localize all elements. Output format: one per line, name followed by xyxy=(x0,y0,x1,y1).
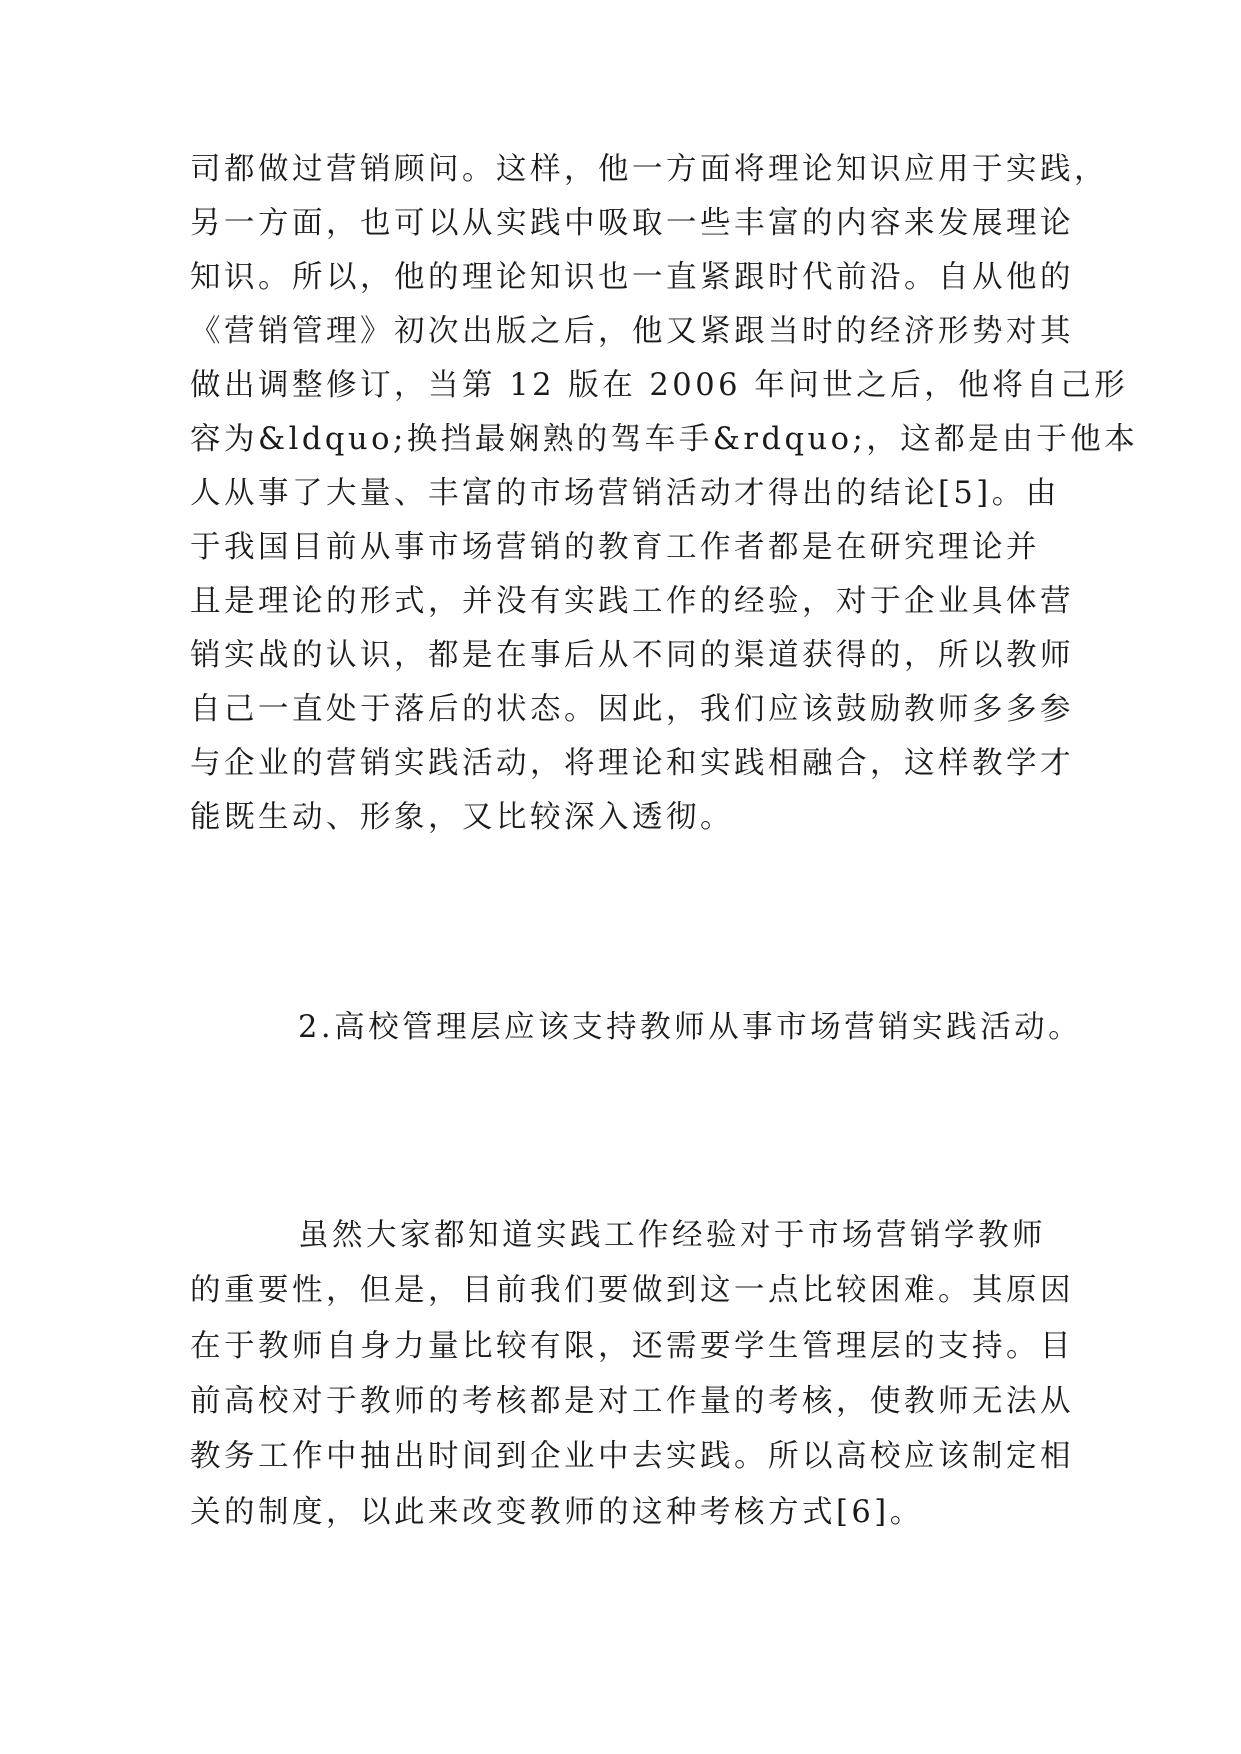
text-line: 容为&ldquo;换挡最娴熟的驾车手&rdquo;，这都是由于他本 xyxy=(190,422,1139,457)
text-line: 与企业的营销实践活动，将理论和实践相融合，这样教学才 xyxy=(190,746,1074,781)
text-line: 销实战的认识，都是在事后从不同的渠道获得的，所以教师 xyxy=(190,638,1074,673)
text-line: 《营销管理》初次出版之后，他又紧跟当时的经济形势对其 xyxy=(190,314,1074,349)
text-line: 前高校对于教师的考核都是对工作量的考核，使教师无法从 xyxy=(190,1384,1074,1419)
text-line: 自己一直处于落后的状态。因此，我们应该鼓励教师多多参 xyxy=(190,692,1074,727)
text-line: 人从事了大量、丰富的市场营销活动才得出的结论[5]。由 xyxy=(190,476,1060,511)
text-line: 且是理论的形式，并没有实践工作的经验，对于企业具体营 xyxy=(190,584,1074,619)
text-line: 关的制度，以此来改变教师的这种考核方式[6]。 xyxy=(190,1495,924,1530)
text-line: 的重要性，但是，目前我们要做到这一点比较困难。其原因 xyxy=(190,1273,1074,1308)
text-line: 知识。所以，他的理论知识也一直紧跟时代前沿。自从他的 xyxy=(190,260,1074,295)
text-line: 在于教师自身力量比较有限，还需要学生管理层的支持。目 xyxy=(190,1329,1074,1364)
text-line: 能既生动、形象，又比较深入透彻。 xyxy=(190,800,734,835)
text-line: 虽然大家都知道实践工作经验对于市场营销学教师 xyxy=(298,1218,1046,1253)
text-line: 教务工作中抽出时间到企业中去实践。所以高校应该制定相 xyxy=(190,1439,1074,1474)
text-line: 司都做过营销顾问。这样，他一方面将理论知识应用于实践， xyxy=(190,152,1108,187)
text-line: 做出调整修订，当第 12 版在 2006 年问世之后，他将自己形 xyxy=(190,368,1129,403)
section-heading: 2.高校管理层应该支持教师从事市场营销实践活动。 xyxy=(298,1010,1083,1045)
text-line: 于我国目前从事市场营销的教育工作者都是在研究理论并 xyxy=(190,530,1040,565)
text-line: 另一方面，也可以从实践中吸取一些丰富的内容来发展理论 xyxy=(190,206,1074,241)
